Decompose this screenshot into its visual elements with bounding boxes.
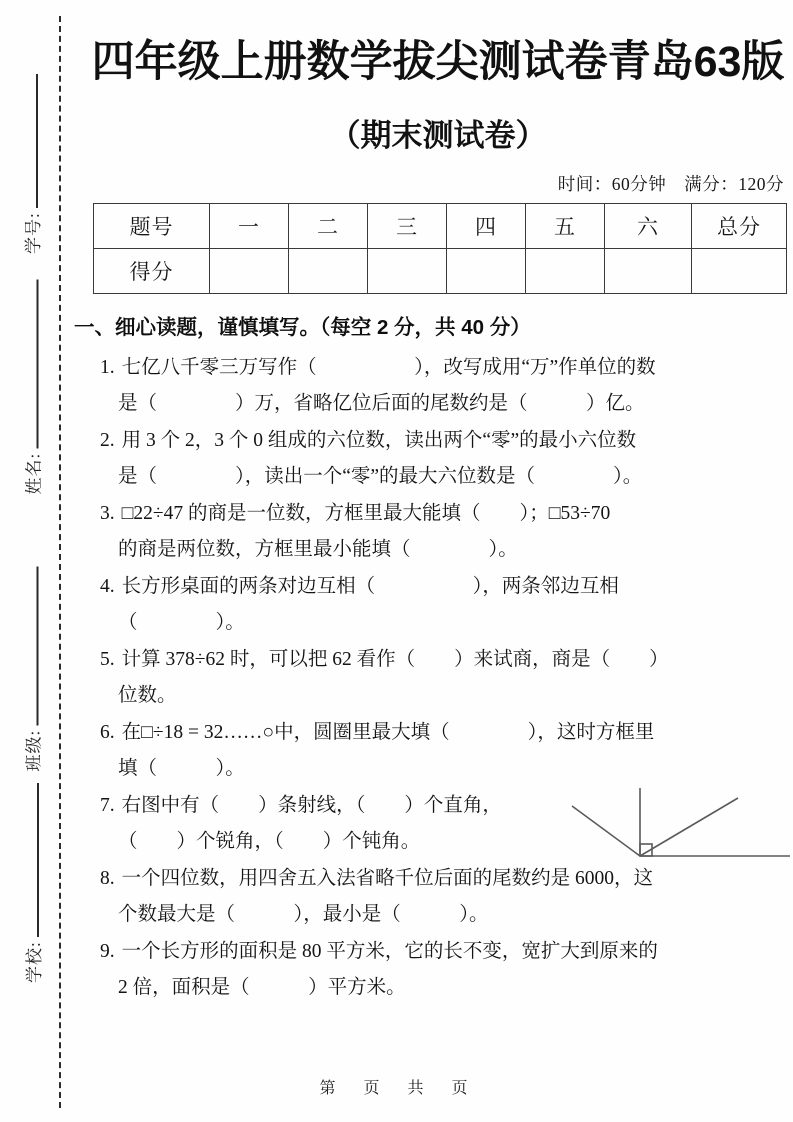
question-line: 个数最大是（ ），最小是（ ）。 [118,904,489,925]
question-text: 计算 378÷62 时，可以把 62 看作（ ）来试商，商是（ ） [121,649,669,670]
score-table [93,203,787,294]
angle-rays-figure [560,782,793,866]
question-number: 5. [100,649,115,670]
score-cell [289,249,368,294]
class-label: 班级: [24,729,44,772]
time-and-score-info: 时间：60分钟 满分：120分 [557,174,784,194]
question-3 [88,496,788,568]
question-number: 8. [100,868,115,889]
score-cell [605,249,692,294]
score-table-header-row [94,204,787,249]
question-number: 4. [100,576,115,597]
question-number: 1. [100,357,115,378]
class-field [12,567,46,772]
paper-title: 四年级上册数学拔尖测试卷青岛63版 [91,38,785,86]
score-cell [692,249,787,294]
question-4 [88,569,788,641]
score-table-score-row [94,249,787,294]
question-1 [88,350,788,422]
question-line: 2 倍，面积是（ ）平方米。 [118,977,406,998]
question-9 [88,934,788,1006]
score-table-col-6: 六 [605,204,692,249]
school-blank-line [37,783,39,937]
score-table-col-5: 五 [526,204,605,249]
score-table-col-1: 一 [210,204,289,249]
school-field [12,783,46,983]
question-line: （ ）个锐角，（ ）个钝角。 [118,831,421,852]
student-id-label: 学号: [24,212,43,254]
score-table-col-2: 二 [289,204,368,249]
student-id-blank-line [36,74,38,208]
question-number: 6. [100,722,115,743]
ray-up-left [572,806,640,856]
score-table-col-3: 三 [368,204,447,249]
question-number: 7. [100,795,115,816]
score-table-col-4: 四 [447,204,526,249]
question-line: 是（ ），读出一个“零”的最大六位数是（ ）。 [118,466,643,487]
question-line [88,861,788,897]
section-1-heading: 一、细心读题，谨慎填写。（每空 2 分，共 40 分） [74,316,531,339]
question-number: 3. [100,503,115,524]
question-text: 一个长方形的面积是 80 平方米，它的长不变，宽扩大到原来的 [121,941,658,962]
question-line [88,569,788,605]
question-number: 9. [100,941,115,962]
score-cell [210,249,289,294]
question-line [88,934,788,970]
school-label: 学校: [25,941,44,983]
question-line [88,350,788,386]
question-line: （ ）。 [118,612,245,633]
binding-dashed-line [59,16,61,1108]
question-line [88,715,788,751]
question-line: 是（ ）万，省略亿位后面的尾数约是（ ）亿。 [118,393,645,414]
question-line [88,642,788,678]
question-list [88,350,788,1006]
score-table-corner: 题号 [94,204,210,249]
student-name-label: 姓名: [24,452,44,495]
student-name-blank-line [37,280,39,449]
question-text: 右图中有（ ）条射线，（ ）个直角， [121,795,502,816]
question-line: 的商是两位数，方框里最小能填（ ）。 [118,539,518,560]
page-footer: 第 页 共 页 [319,1080,474,1097]
score-row-label: 得分 [94,249,210,294]
question-text: □22÷47 的商是一位数，方框里最大能填（ ）；□53÷70 [121,503,611,524]
student-name-field [12,280,46,495]
question-line: 填（ ）。 [118,758,245,779]
student-id-field [11,74,45,254]
question-2 [88,423,788,495]
question-text: 在□÷18 = 32……○中，圆圈里最大填（ ），这时方框里 [121,722,655,743]
question-number: 2. [100,430,115,451]
question-line [88,496,788,532]
score-table-col-total: 总分 [692,204,787,249]
question-8 [88,861,788,933]
question-5 [88,642,788,714]
paper-subtitle: （期末测试卷） [329,118,547,153]
score-cell [526,249,605,294]
ray-up-right [640,798,738,856]
question-text: 长方形桌面的两条对边互相（ ），两条邻边互相 [121,576,619,597]
question-text: 七亿八千零三万写作（ ），改写成用“万”作单位的数 [121,357,656,378]
score-cell [447,249,526,294]
question-text: 用 3 个 2，3 个 0 组成的六位数，读出两个“零”的最小六位数 [121,430,637,451]
question-line: 位数。 [118,685,177,706]
question-line [88,423,788,459]
class-blank-line [37,567,39,726]
question-6 [88,715,788,787]
question-text: 一个四位数，用四舍五入法省略千位后面的尾数约是 6000，这 [121,868,654,889]
score-cell [368,249,447,294]
